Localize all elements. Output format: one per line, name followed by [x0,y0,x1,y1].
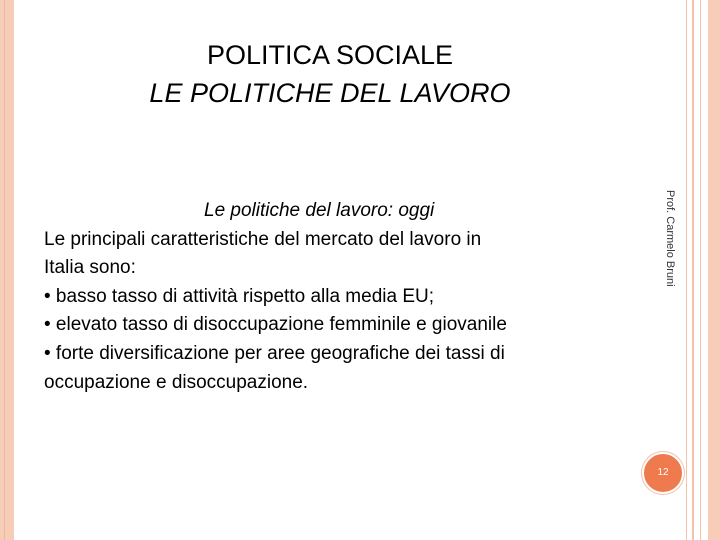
body-line: occupazione e disoccupazione. [44,371,309,393]
right-frame-line [686,0,687,540]
slide-title [60,36,600,112]
body-bullet: • elevato tasso di disoccupazione femminile e giovanile [44,314,507,336]
author-label: Prof. Carmelo Bruni [664,190,676,287]
right-frame-band [708,0,720,540]
slide-body [44,197,664,397]
left-frame-band [0,0,14,540]
body-bullet: • forte diversificazione per aree geografiche dei tassi di [44,342,505,364]
body-line: Le principali caratteristiche del mercato del lavoro in [44,228,482,250]
title-line-2: LE POLITICHE DEL LAVORO [149,78,511,108]
title-line-1: POLITICA SOCIALE [206,40,454,70]
body-line: Italia sono: [44,257,136,279]
right-frame-line [692,0,694,540]
body-bullet: • basso tasso di attività rispetto alla media EU; [44,285,435,307]
page-number-badge: 12 [642,452,684,494]
body-subtitle: Le politiche del lavoro: oggi [204,200,435,221]
right-frame-line [700,0,701,540]
